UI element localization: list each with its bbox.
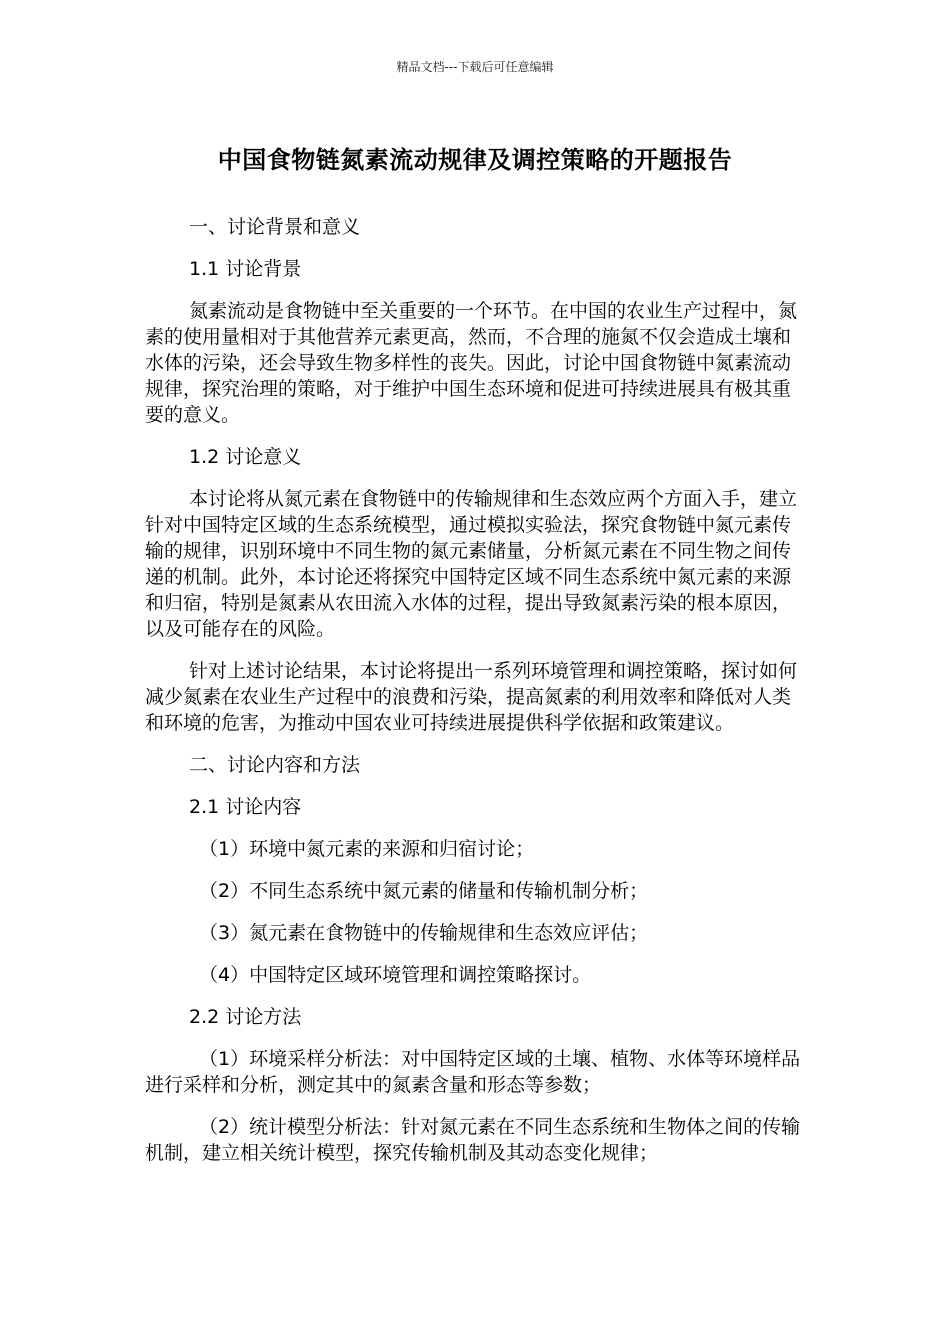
content-item: （3）氮元素在食物链中的传输规律和生态效应评估； bbox=[199, 922, 649, 944]
method-item: （2）统计模型分析法：针对氮元素在不同生态系统和生物体之间的传输机制，建立相关统计模型，探究传输机制及其动态变化规律； bbox=[145, 1116, 801, 1164]
header-note: 精品文档---下载后可任意编辑 bbox=[396, 60, 554, 74]
document-title: 中国食物链氮素流动规律及调控策略的开题报告 bbox=[217, 146, 733, 174]
document-body bbox=[145, 214, 805, 1166]
significance-paragraph-2: 针对上述讨论结果，本讨论将提出一系列环境管理和调控策略，探讨如何减少氮素在农业生产过程中的浪费和污染，提高氮素的利用效率和降低对人类和环境的危害，为推动中国农业可持续进展提供科学依据和政策建议。 bbox=[145, 660, 798, 734]
section-1-1-heading: 1.1 讨论背景 bbox=[189, 258, 302, 280]
section-1-heading: 一、讨论背景和意义 bbox=[189, 216, 361, 238]
section-1-2-heading: 1.2 讨论意义 bbox=[189, 446, 302, 468]
section-2-heading: 二、讨论内容和方法 bbox=[189, 754, 361, 776]
content-item: （1）环境中氮元素的来源和归宿讨论； bbox=[199, 838, 535, 860]
significance-paragraph-1: 本讨论将从氮元素在食物链中的传输规律和生态效应两个方面入手，建立针对中国特定区域的生态系统模型，通过模拟实验法，探究食物链中氮元素传输的规律，识别环境中不同生物的氮元素储量，分析氮元素在不同生物之间传递的机制。此外，本讨论还将探究中国特定区域不同生态系统中氮元素的来源和归宿，特别是氮素从农田流入水体的过程，提出导致氮素污染的根本原因，以及可能存在的风险。 bbox=[145, 488, 798, 640]
section-2-1-heading: 2.1 讨论内容 bbox=[189, 796, 302, 818]
method-item: （1）环境采样分析法：对中国特定区域的土壤、植物、水体等环境样品进行采样和分析，测定其中的氮素含量和形态等参数； bbox=[145, 1048, 801, 1096]
section-2-2-heading: 2.2 讨论方法 bbox=[189, 1006, 302, 1028]
content-item: （4）中国特定区域环境管理和调控策略探讨。 bbox=[199, 964, 592, 986]
background-paragraph: 氮素流动是食物链中至关重要的一个环节。在中国的农业生产过程中，氮素的使用量相对于其他营养元素更高，然而，不合理的施氮不仅会造成土壤和水体的污染，还会导致生物多样性的丧失。因此，讨论中国食物链中氮素流动规律，探究治理的策略，对于维护中国生态环境和促进可持续进展具有极其重要的意义。 bbox=[145, 300, 798, 426]
content-item: （2）不同生态系统中氮元素的储量和传输机制分析； bbox=[199, 880, 649, 902]
